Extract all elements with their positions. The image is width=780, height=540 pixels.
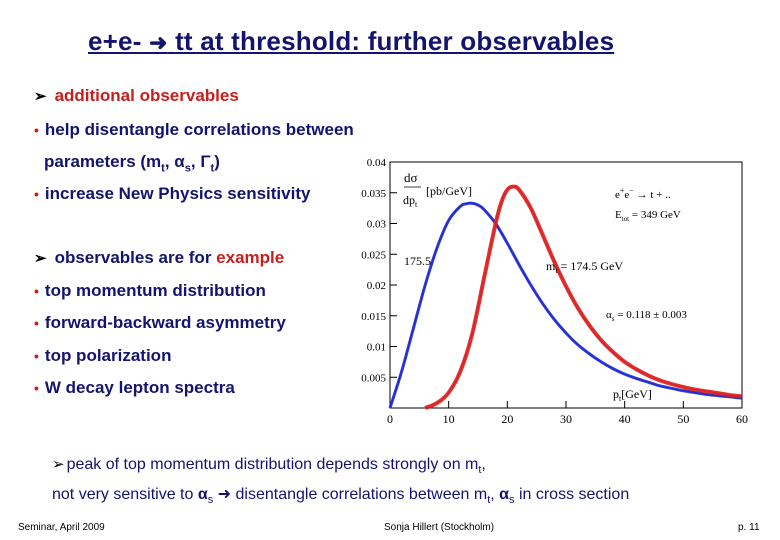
y-tick-label: 0.005 [361,372,386,385]
list-item [34,184,310,204]
y-tick-label: 0.04 [366,157,386,169]
arrow-bullet-icon: ➢ [34,250,47,267]
summary-text: not very sensitive to [52,486,198,503]
footer-center: Sonja Hillert (Stockholm) [384,522,495,533]
summary-text: peak of top momentum distribution depends strongly on m [66,456,479,473]
series-label-blue: 175.5 [404,254,431,268]
title-rest: tt at threshold: further observables [175,26,615,56]
ylabel-numerator: dσ [404,170,418,185]
y-tick-label: 0.01 [366,341,386,354]
footer-right: p. 11 [738,522,760,533]
item-text: help disentangle correlations between [44,120,354,139]
heading-highlight: example [216,248,285,267]
chart-ticks [361,157,748,426]
x-tick-label: 30 [560,412,572,426]
process-label: e+e− → t + .. [615,186,671,201]
bullet-dot-icon: • [34,186,39,202]
x-tick-label: 40 [618,412,631,426]
footer-left: Seminar, April 2009 [18,522,105,533]
right-arrow-icon: ➜ [149,30,168,55]
bullet-dot-icon: • [34,380,39,396]
heading-observables-example [34,248,284,268]
subscript: t [487,494,491,507]
subscript: s [509,494,515,507]
y-tick-label: 0.03 [366,218,386,231]
arrow-bullet-icon: ➢ [34,88,47,105]
alpha-symbol: α [197,486,208,503]
gamma-symbol: Γ [200,152,211,171]
slide-title [88,26,614,57]
x-tick-label: 10 [442,412,455,426]
item-text: increase New Physics sensitivity [44,184,311,203]
subscript: t [161,162,165,175]
x-tick-label: 20 [501,412,514,426]
right-arrow-icon: ➜ [217,486,232,503]
subscript: s [184,162,191,175]
cont-text: parameters (m [44,152,162,171]
summary-end: , [481,456,486,473]
list-item [34,281,266,301]
summary-text: in cross section [514,486,630,503]
y-tick-label: 0.025 [361,249,386,262]
list-item [34,120,354,140]
chart-curves [390,187,742,408]
series-line-red [425,187,742,408]
energy-label: $E_{tot} = 349$ GeV [615,209,681,223]
item-text: forward-backward asymmetry [44,313,286,332]
item-text: top polarization [44,346,172,365]
alpha-symbol: α [174,152,185,171]
bullet-dot-icon: • [34,348,39,364]
close-paren: ) [214,152,220,171]
list-item-continuation [44,152,220,174]
summary-line-1 [52,455,486,476]
ylabel-denominator: $dp_t$ [403,193,418,209]
y-tick-label: 0.015 [361,310,386,323]
series-line-blue [390,203,742,408]
y-tick-label: 0.035 [361,187,386,200]
summary-line-2 [52,484,629,506]
top-momentum-chart [348,152,748,432]
item-text: top momentum distribution [44,281,266,300]
list-item [34,346,171,366]
subscript: t [210,162,215,175]
separator: , [164,152,175,171]
heading-additional-observables [34,86,239,106]
subscript: s [207,494,214,507]
x-tick-label: 0 [387,412,393,426]
summary-text: disentangle correlations between m [231,486,488,503]
bullet-dot-icon: • [34,122,39,138]
alpha-label: $\alpha_s = 0.118 \pm 0.003$ [606,309,687,323]
y-tick-label: 0.02 [366,280,386,292]
bullet-dot-icon: • [34,283,39,299]
xlabel: $p_t[GeV]$ [613,387,652,403]
arrow-bullet-icon: ➢ [52,456,65,473]
list-item [34,378,235,398]
alpha-symbol: α [499,486,509,503]
x-tick-label: 60 [736,412,748,426]
x-tick-label: 50 [677,412,690,426]
ylabel-unit: [pb/GeV] [426,184,472,198]
heading-text: observables are for [54,248,212,267]
bullet-dot-icon: • [34,315,39,331]
series-label-red: $m_t = 174.5$ GeV [546,259,624,275]
item-text: W decay lepton spectra [44,378,235,397]
heading-text: additional observables [54,86,239,105]
separator: , [190,152,201,171]
title-prefix: e+e- [88,26,142,56]
list-item [34,313,286,333]
series-band-red [425,187,742,408]
subscript: t [478,464,482,477]
separator: , [490,486,500,503]
